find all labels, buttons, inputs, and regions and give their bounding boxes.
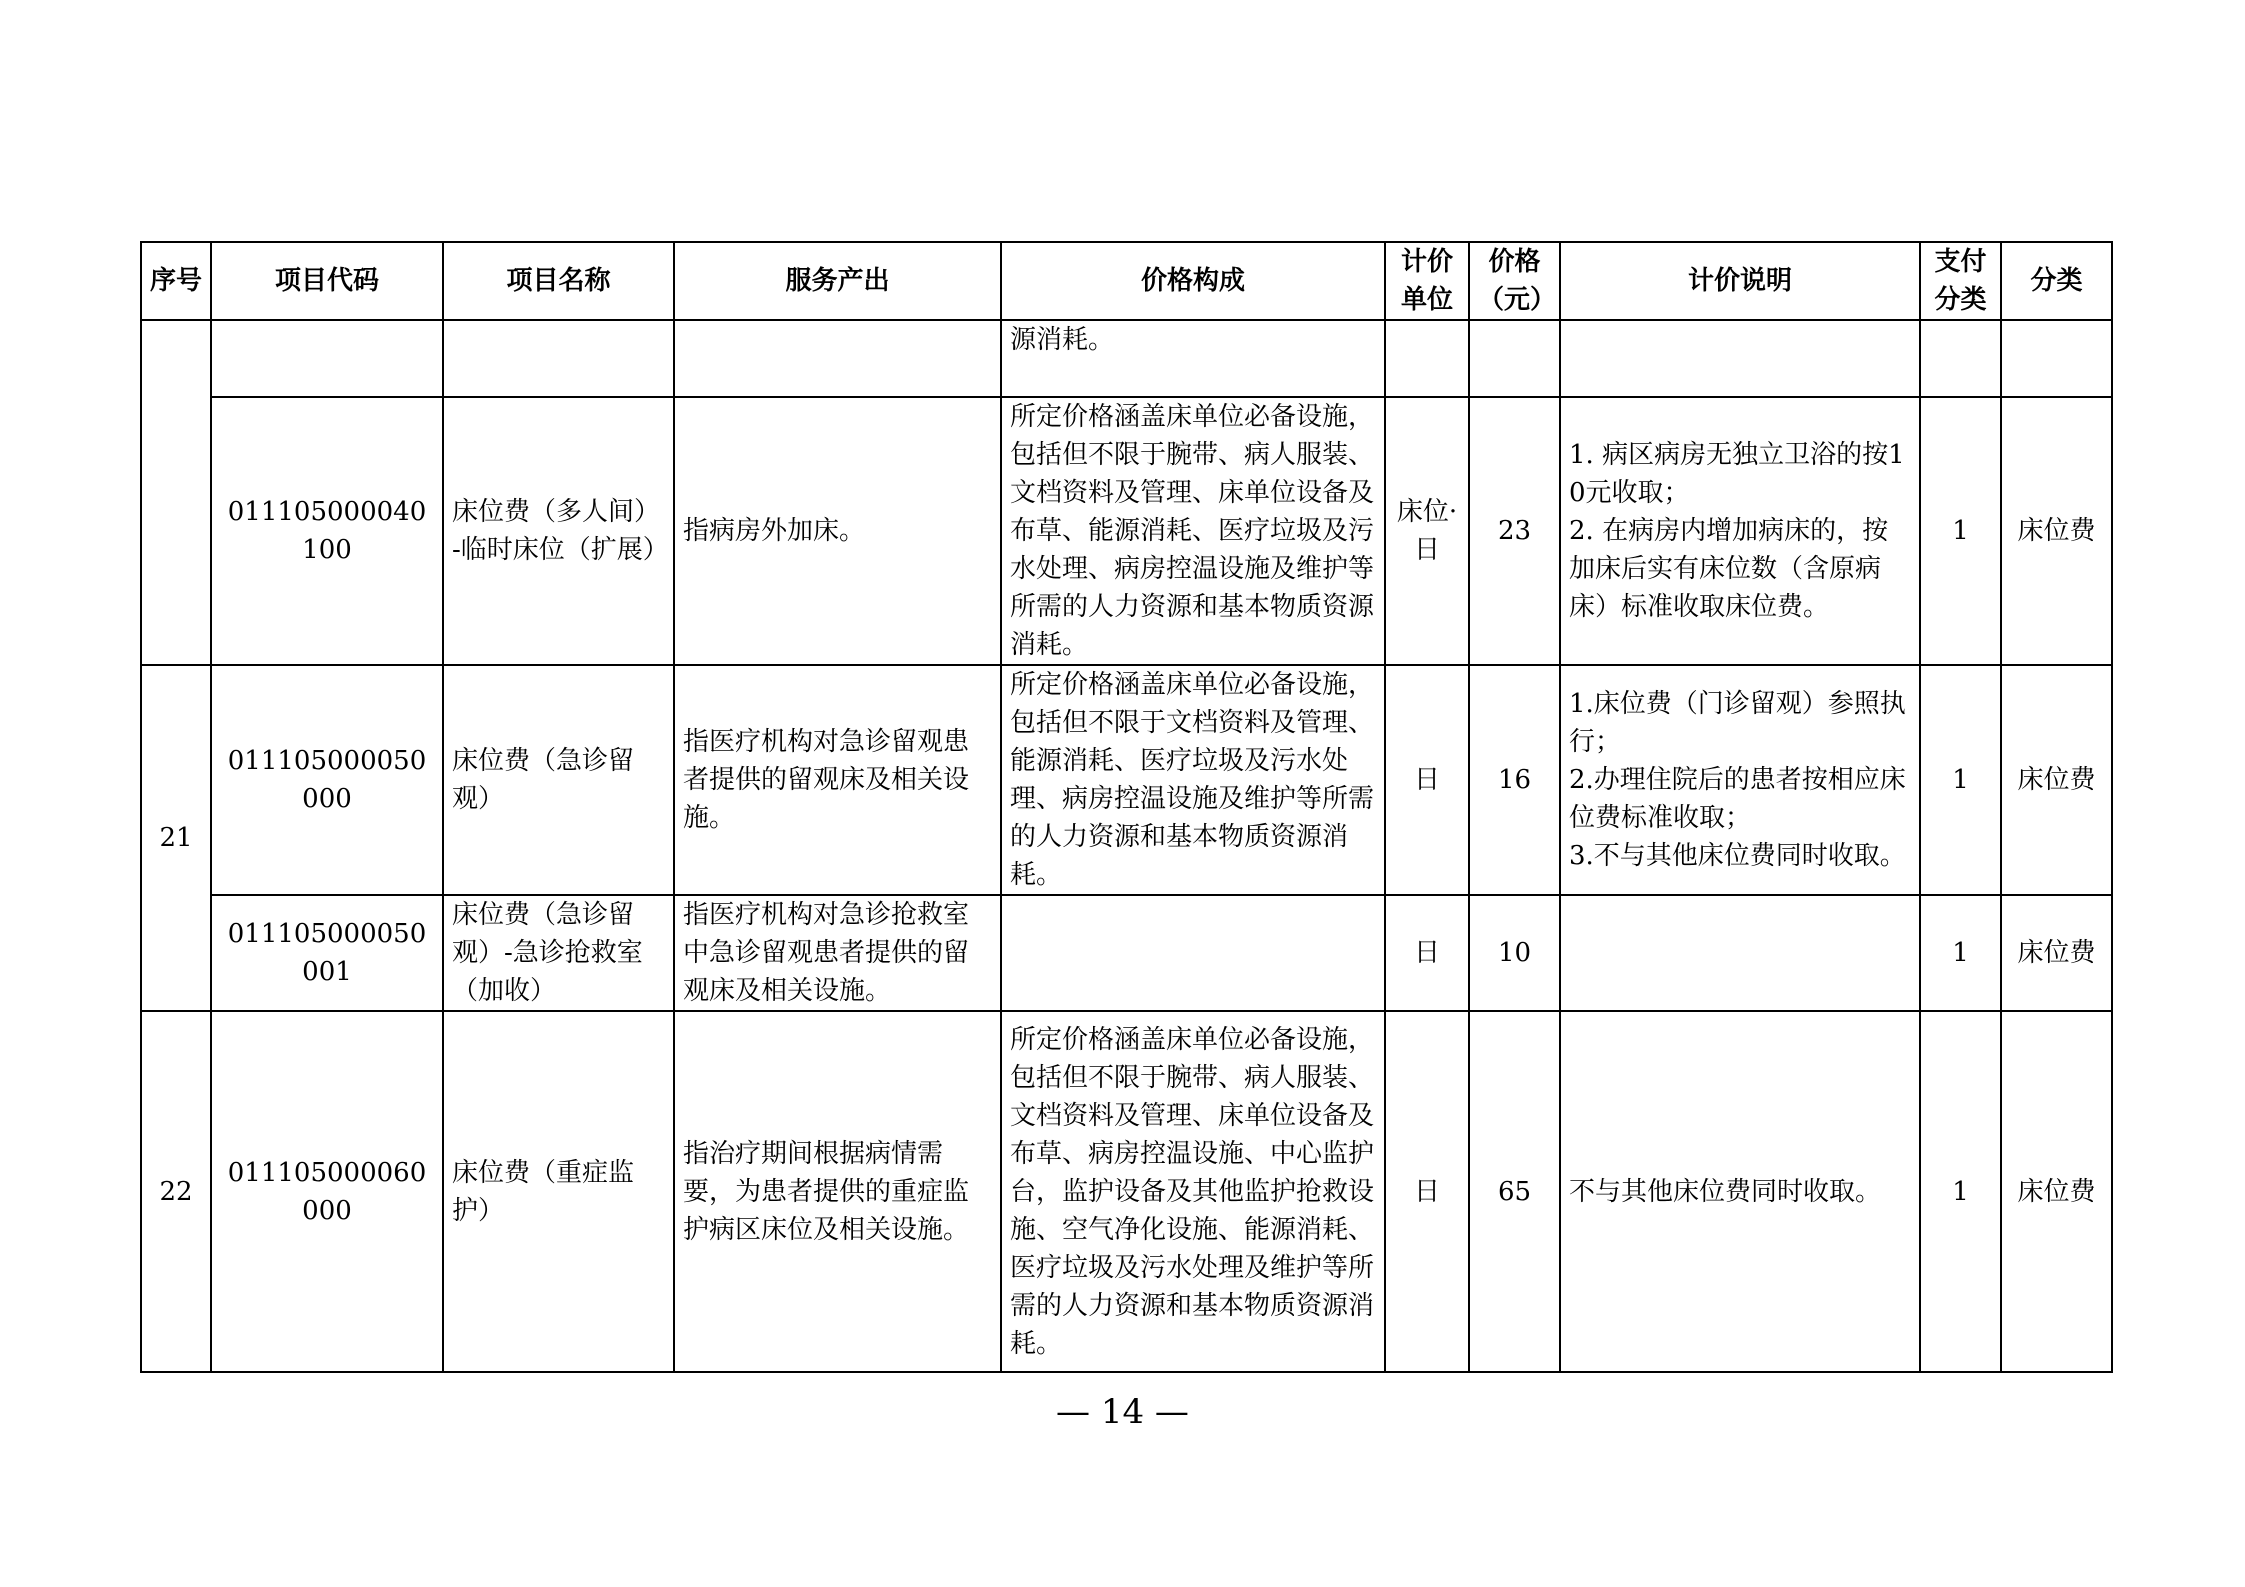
row-pay: 1 [1920,895,2001,1011]
row-notes: 1.床位费（门诊留观）参照执行； 2.办理住院后的患者按相应床位费标准收取； 3.不与其他床位费同时收取。 [1560,665,1920,895]
row-unit: 日 [1385,895,1469,1011]
row-category: 床位费 [2001,665,2112,895]
header-composition: 价格构成 [1001,242,1385,320]
row-composition: 源消耗。 [1001,320,1385,397]
row-notes [1560,895,1920,1011]
row-seq: 21 [141,665,211,1011]
row-name: 床位费（多人间）-临时床位（扩展） [443,397,674,665]
row-pay: 1 [1920,665,2001,895]
row-unit: 日 [1385,665,1469,895]
row-name [443,320,674,397]
row-price: 16 [1469,665,1560,895]
row-code: 011105000050001 [211,895,443,1011]
row-price [1469,320,1560,397]
row-code: 011105000050000 [211,665,443,895]
row-notes [1560,320,1920,397]
row-name: 床位费（重症监护） [443,1011,674,1372]
table-row [141,320,2112,397]
row-service: 指医疗机构对急诊留观患者提供的留观床及相关设施。 [674,665,1001,895]
row-unit: 日 [1385,1011,1469,1372]
row-pay [1920,320,2001,397]
row-code: 011105000040100 [211,397,443,665]
row-unit: 床位·日 [1385,397,1469,665]
row-code [211,320,443,397]
table-row [141,895,2112,1011]
row-service: 指病房外加床。 [674,397,1001,665]
row-composition: 所定价格涵盖床单位必备设施，包括但不限于腕带、病人服装、文档资料及管理、床单位设备及布草、病房控温设施、中心监护台，监护设备及其他监护抢救设施、空气净化设施、能源消耗、医疗垃圾及污水处理及维护等所需的人力资源和基本物质资源消耗。 [1001,1011,1385,1372]
row-category: 床位费 [2001,397,2112,665]
header-code: 项目代码 [211,242,443,320]
row-category: 床位费 [2001,895,2112,1011]
row-service: 指治疗期间根据病情需要，为患者提供的重症监护病区床位及相关设施。 [674,1011,1001,1372]
row-code: 011105000060000 [211,1011,443,1372]
header-category: 分类 [2001,242,2112,320]
row-price: 23 [1469,397,1560,665]
table-row [141,665,2112,895]
row-service [674,320,1001,397]
row-composition [1001,895,1385,1011]
row-notes: 不与其他床位费同时收取。 [1560,1011,1920,1372]
row-price: 65 [1469,1011,1560,1372]
table-row [141,1011,2112,1372]
pricing-table [140,241,2113,1373]
header-notes: 计价说明 [1560,242,1920,320]
row-composition: 所定价格涵盖床单位必备设施，包括但不限于文档资料及管理、能源消耗、医疗垃圾及污水处理、病房控温设施及维护等所需的人力资源和基本物质资源消耗。 [1001,665,1385,895]
row-name: 床位费（急诊留观） [443,665,674,895]
table-row [141,397,2112,665]
row-service: 指医疗机构对急诊抢救室中急诊留观患者提供的留观床及相关设施。 [674,895,1001,1011]
row-composition: 所定价格涵盖床单位必备设施，包括但不限于腕带、病人服装、文档资料及管理、床单位设备及布草、能源消耗、医疗垃圾及污水处理、病房控温设施及维护等所需的人力资源和基本物质资源消耗。 [1001,397,1385,665]
header-price: 价格（元） [1469,242,1560,320]
row-unit [1385,320,1469,397]
header-row [141,242,2112,320]
header-unit: 计价单位 [1385,242,1469,320]
header-service: 服务产出 [674,242,1001,320]
row-notes: 1. 病区病房无独立卫浴的按10元收取； 2. 在病房内增加病床的，按加床后实有床位数（含原病床）标准收取床位费。 [1560,397,1920,665]
header-name: 项目名称 [443,242,674,320]
row-pay: 1 [1920,397,2001,665]
row-pay: 1 [1920,1011,2001,1372]
row-seq [141,320,211,665]
header-seq: 序号 [141,242,211,320]
row-category [2001,320,2112,397]
header-pay-category: 支付分类 [1920,242,2001,320]
row-name: 床位费（急诊留观）-急诊抢救室（加收） [443,895,674,1011]
row-seq: 22 [141,1011,211,1372]
row-price: 10 [1469,895,1560,1011]
page-number: — 14 — [1056,1392,1189,1432]
row-category: 床位费 [2001,1011,2112,1372]
